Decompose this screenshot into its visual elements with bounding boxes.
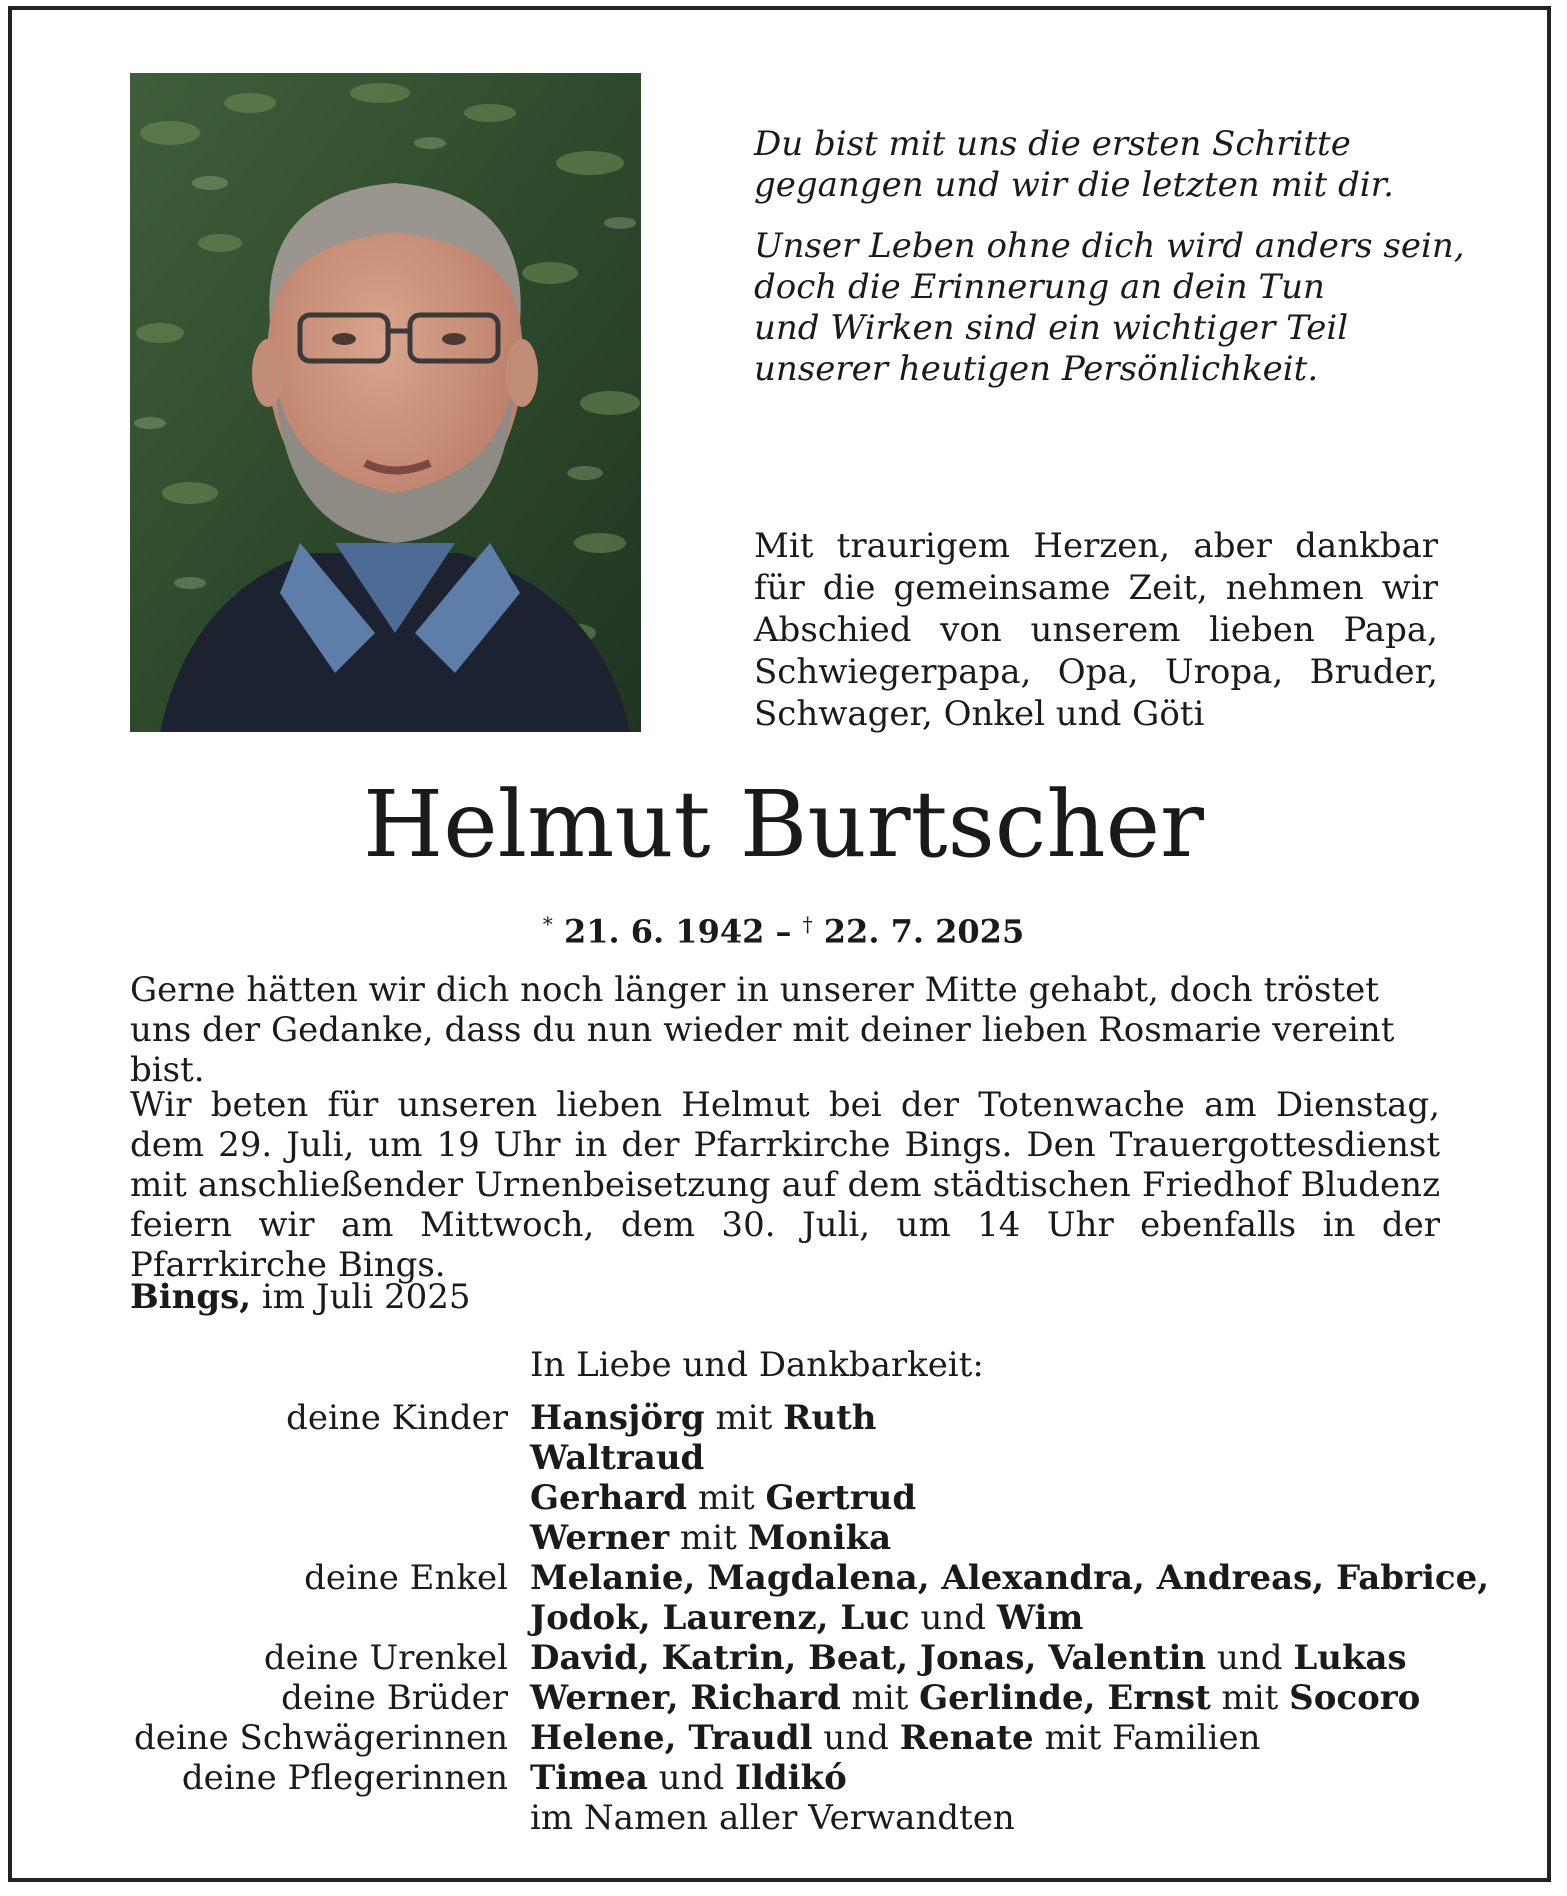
family-line [530, 1398, 1520, 1438]
place-month: im Juli 2025 [251, 1277, 471, 1317]
signoff: In Liebe und Dankbarkeit: [530, 1345, 984, 1385]
family-group [0, 1758, 1520, 1798]
family-names [530, 1558, 1520, 1638]
family-member-name: Gertrud [765, 1478, 917, 1518]
family-member-name: Werner [530, 1518, 670, 1558]
family-line [530, 1638, 1520, 1678]
death-symbol: † [802, 912, 813, 936]
family-member-name: Gerlinde, Ernst [919, 1678, 1211, 1718]
birth-symbol: * [542, 912, 553, 936]
family-group [0, 1718, 1520, 1758]
family-names [530, 1758, 1520, 1798]
family-relation: deine Brüder [281, 1678, 508, 1718]
family-relation [0, 1798, 530, 1838]
life-dates [0, 903, 1567, 953]
intro-line: Schwiegerpapa, Opa, Uropa, Bruder, [754, 652, 1438, 692]
family-connector: im Namen aller Verwandten [530, 1798, 1015, 1838]
family-connector: und [647, 1758, 736, 1798]
family-line [530, 1478, 1520, 1518]
family-line [530, 1678, 1520, 1718]
poem-block [754, 124, 1474, 410]
family-relation: deine Urenkel [263, 1638, 508, 1678]
family-member-name: David, Katrin, Beat, Jonas, Valentin [530, 1638, 1207, 1678]
family-member-name: Ruth [783, 1398, 877, 1438]
family-line [530, 1438, 1520, 1478]
family-member-name: Waltraud [530, 1438, 705, 1478]
family-names [530, 1798, 1520, 1838]
family-member-name: Monika [747, 1518, 892, 1558]
family-member-name: Lukas [1293, 1638, 1407, 1678]
intro-line: Schwager, Onkel und Göti [754, 694, 1205, 734]
family-connector: mit [669, 1518, 748, 1558]
family-connector: mit Familien [1033, 1718, 1261, 1758]
poem-stanza-2: Unser Leben ohne dich wird anders sein, doch die Erinnerung an dein Tun und Wirken sind ein wichtiger Teil unserer heutigen Persönlichkeit. [754, 226, 1465, 389]
date-separator: – [764, 912, 803, 951]
family-names [530, 1638, 1520, 1678]
family-connector: mit [687, 1478, 766, 1518]
family-member-name: Timea [530, 1758, 648, 1798]
poem-stanza-1: Du bist mit uns die ersten Schritte gegangen und wir die letzten mit dir. [754, 124, 1394, 205]
family-group [0, 1638, 1520, 1678]
family-line [530, 1718, 1520, 1758]
family-connector: mit [1210, 1678, 1290, 1718]
family-member-name: Socoro [1289, 1678, 1421, 1718]
family-group [0, 1558, 1520, 1638]
family-line [530, 1758, 1520, 1798]
intro-line: für die gemeinsame Zeit, nehmen wir [754, 568, 1438, 608]
family-member-name: Hansjörg [530, 1398, 705, 1438]
family-member-name: Wim [996, 1598, 1084, 1638]
family-group [0, 1398, 1520, 1558]
family-line [530, 1798, 1520, 1838]
family-connector: und [909, 1598, 997, 1638]
deceased-name: Helmut Burtscher [362, 771, 1205, 878]
family-connector: und [1206, 1638, 1294, 1678]
family-member-name: Renate [899, 1718, 1034, 1758]
birth-date: 21. 6. 1942 [563, 912, 765, 951]
family-member-name: Werner, Richard [530, 1678, 841, 1718]
family-list [0, 1398, 1520, 1838]
death-date: 22. 7. 2025 [823, 912, 1025, 951]
family-member-name: Melanie, Magdalena, Alexandra, Andreas, Fabrice, [530, 1558, 1490, 1598]
portrait-photo [130, 73, 641, 732]
family-connector: mit [840, 1678, 920, 1718]
family-line [530, 1558, 1520, 1598]
family-relation: deine Pflegerinnen [181, 1758, 508, 1798]
family-names [530, 1718, 1520, 1758]
family-names [530, 1678, 1520, 1718]
intro-line: Mit traurigem Herzen, aber dankbar [754, 526, 1438, 566]
family-relation: deine Enkel [304, 1558, 508, 1598]
family-line [530, 1598, 1520, 1638]
family-connector: mit [704, 1398, 784, 1438]
service-paragraph: Wir beten für unseren lieben Helmut bei der Totenwache am Dienstag, dem 29. Juli, um 19 Uhr in der Pfarrkirche Bings. Den Trauergottesdienst mit anschließender Urnenbeisetzung auf dem städtischen Friedhof Bludenz feiern wir am Mittwoch, dem 30. Juli, um 14 Uhr ebenfalls in der Pfarrkirche Bings. [130, 1085, 1440, 1285]
comfort-paragraph: Gerne hätten wir dich noch länger in unserer Mitte gehabt, doch tröstet uns der Gedanke, dass du nun wieder mit deiner lieben Rosmarie vereint bist. [130, 970, 1395, 1090]
intro-text [754, 525, 1438, 735]
family-member-name: Jodok, Laurenz, Luc [530, 1598, 910, 1638]
family-member-name: Gerhard [530, 1478, 688, 1518]
family-group [0, 1678, 1520, 1718]
family-relation: deine Kinder [286, 1398, 508, 1438]
family-group [0, 1798, 1520, 1838]
family-member-name: Helene, Traudl [530, 1718, 813, 1758]
family-connector: und [812, 1718, 900, 1758]
family-member-name: Ildikó [735, 1758, 847, 1798]
family-line [530, 1518, 1520, 1558]
place-date [130, 1277, 470, 1317]
place-town: Bings, [130, 1277, 252, 1317]
intro-line: Abschied von unserem lieben Papa, [754, 610, 1438, 650]
family-relation: deine Schwägerinnen [133, 1718, 508, 1758]
family-names [530, 1398, 1520, 1558]
